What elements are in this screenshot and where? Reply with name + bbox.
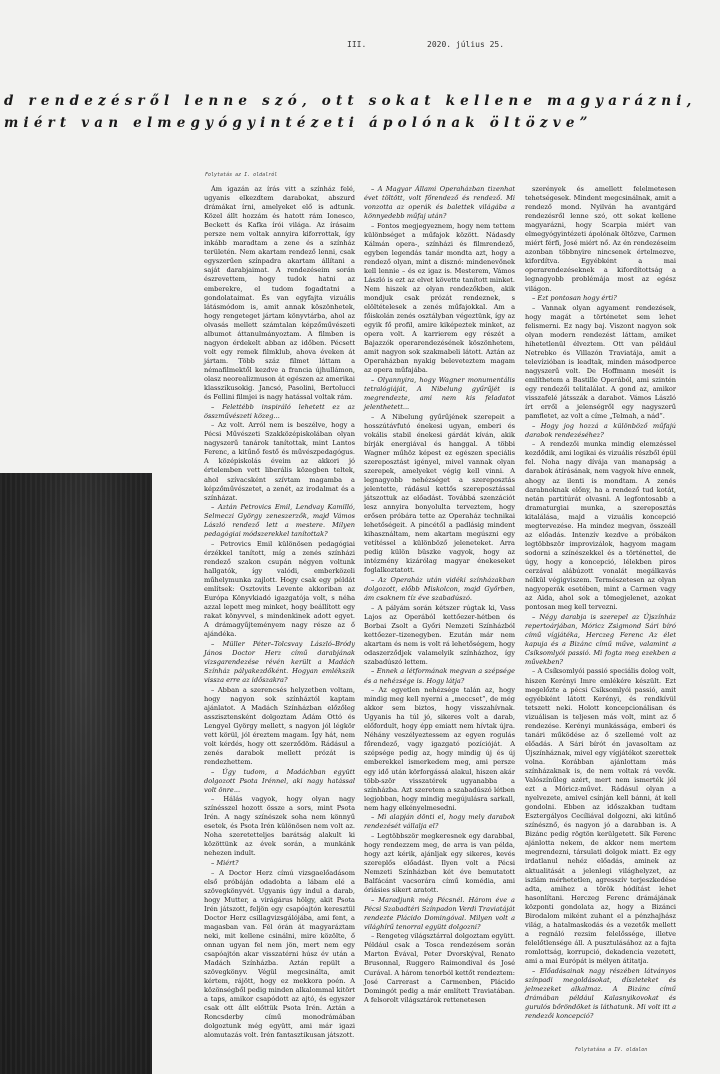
interview-answer: – A rendezői munka mindig elemzéssel kezdődik, ami logikai és vizuális részből épül fel. Noha nagy dívája van manapság a darabok átírásának, nem vagyok híve ennek, ahogy az ilenti is mondtam. A zenés darabnoknak előny, ha a rendező tud kotát, netán partitúrát olvasni. A legfontosabb a dramaturgiai munka, a szereposztás kitalálása, majd a vizuális koncepció megtervezése. Ha mindez megvan, összeáll az előadás. Intenzív kezdve a próbákon legtöbbször improvizálok, hagyom magam sodorni a színészekkel és a történettel, de úgy, hogy a koncepció, lélekben piros cerzával alábúzott vonalát megálkavás nélkül végigviszem. Természetesen az olyan nagyoperák esetében, mint a Carmen vagy az Aida, ahol sok a tömegjelenet, azokat pontosan meg kell tervezni. bbox=[525, 440, 676, 612]
interview-question: – Négy darabja is szerepel az Újszínház repertoárjában, Móricz Zsigmond Sári bíró című vígjátéka, Herczeg Ferenc Az élet kapuja és a Bizánc című műve, valamint a Csíksomlyói passió. Mi fogta meg ezekben a művekben? bbox=[525, 612, 676, 666]
interview-answer: – A Doctor Herz címú vizsgaelőadásom első próbáján odadobta a lábam elé a szövegkönyvét. Ugyanis úgy indul a darab, hogy Mutter, a virágárus hölgy, akit Psota Irén játszott, feljön egy csapóajtón keresztül Doctor Herz csillagvizsgálójába, ami fent, a magasban van. Fél órán át magyaráztam neki, mit kellene csinálni, mire közölte, ő onnan ugyan fel nem jön, mert nem egy csapóajtón akar visszatérni húsz év után a Madách Színházba. Aztán repült a szövegkönyv. Végül megcsinálta, amit kértem, rájött, hogy ez mekkora poén. A közönségből pedig minden alkalommal kitört a taps, amikor csapódott az ajtó, és egyszer csak ott állt előttük Psota Irén. Aztán a Roncsderby című monodrámában dolgoztunk még együtt, ami már igazi alomutazás volt. Irén fantasztikusan játszott. bbox=[204, 868, 355, 1040]
interview-answer: Ám igazán az írás vitt a színház felé, ugyanis elkezdtem darabokat, abszurd drámákat írni, amelyeket elő is adtunk. Közel állt hozzám és hatott rám Ionesco, Beckett és Kafka írói világa. Az írásaim persze nem voltak annyira kiforrottak, így inkább maradtam a zene és a színház területén. Nem akartam rendező lenni, csak egyszerűen színpadra akartam állítani a saját darabjaimat. A rendezéseim során észrevettem, hogy tudok hatni az emberekre, el tudom fogadtatni a gondolataimat. És van egyfajta vizuális látásmódom is, amit annak köszönhetek, hogy rengeteget jártam könyvtárba, ahol az olvasás mellett számtalan képzőművészeti albumot áttanulmányoztam. A filmben is nagyon érdekelt abban az időben. Pécsett volt egy remek filmklub, ahova éveken át jártam. Több száz filmet láttam a némafilmektől kezdve a francia újhullámon, olasz neorealizmuson át egészen az amerikai klasszikusokig. Jancsó, Pasolini, Bertolucci és Fellini filmjei is nagy hatással voltak rám. bbox=[204, 185, 355, 402]
interview-question: – Úgy tudom, a Madáchban együtt dolgozott Psota Irénnel, aki nagy hatással volt önre... bbox=[204, 767, 355, 794]
interview-question: – Mi alapján dönti el, hogy mely darabok rendezését vállalja el? bbox=[364, 813, 515, 831]
interview-question: – Maradjunk még Pécsnél. Három éve a Pécsi Szabadtéri Színpadon Verdi Traviatáját rendezte Plácido Domingóval. Milyen volt a világhírű tenorral együtt dolgozni? bbox=[364, 895, 515, 931]
page-number: III. bbox=[347, 40, 367, 49]
interview-question: – Aztán Petrovics Emil, Lendvay Kamilló, Selmeczi György zeneszerzők, majd Vámos László rendező lett a mestere. Milyen pedagógiai módszerekkel tanítottak? bbox=[204, 503, 355, 539]
interview-answer: – Petrovics Emil különösen pedagógiai érzékkel tanított, míg a zenés színházi rendező szakon csupán négyen voltunk hallgatók, így valódi, emberközeli műhelymunka zajlott. Hogy csak egy példát említsek: Osztovits Levente akkoriban az Európa Könyvkiadó igazgatója volt, s néha azzal lepett meg minket, hogy beállított egy rakat könyvvel, s mindenkinek adott egyet. A drámagyűjteményem nagy része az ő ajándéka. bbox=[204, 539, 355, 639]
interview-answer: – Fontos megjegyeznem, hogy nem tettem különbséget a műfajok között. Nádasdy Kálmán opera-, színházi és filmrendező, egyben legendás tanár mondta azt, hogy a rendező olyan, mint a disznó: mindenevőnek kell lennie – és ez igaz is. Mesterem, Vámos László is ezt az elvet követte tanított minket. Nem hiszek az olyan rendezőkben, akik mondjuk csak prózát rendeznek, s elöltételesek a zenés műfajokkal. Am a főiskolán zenés osztályban végeztünk, így az egyik fő profil, amire kiképeztek minket, az opera volt. A karrierem egy részét a Bajazzók operarendezésének köszönhetem, amit nagyon sok szakmabeli látott. Aztán az Operaházban nyakig beleveteztem magam az opera műfajába. bbox=[364, 221, 515, 375]
interview-question: – Az Operaház után vidéki színházakban dolgozott, előbb Miskolcon, majd Győrben, ám csaknem tíz éve szabadúszó. bbox=[364, 576, 515, 603]
issue-date: 2020. július 25. bbox=[427, 40, 505, 49]
continued-to-note: Folytatása a IV. oldalon bbox=[575, 1047, 648, 1053]
article-photo bbox=[0, 473, 152, 1074]
interview-answer: – Az egyetlen nehézsége talán az, hogy mindig meg kell nyerni a „meccset”, de még akkor sem biztos, hogy visszahívnak. Ugyanis ha túl jó, sikeres volt a darab, előfordult, hogy épp emiatt nem hívtak újra. Néhány veszélyeztessem az egyen rogulás főrendező, vagy igazgató pozícióját. A szépsége pedig az, hogy mindig új és új emberekkel ismerkedem meg, ami persze egy idő után körforgássá alakul, hiszen akár több-ször visszatérek ugyanabba a színházba. Azt szeretem a szabadúszó létben legjobban, hogy mindig megújulásra sarkall, nem hagy elkényelmesedni. bbox=[364, 686, 515, 812]
interview-answer: – Vannak olyan agyament rendezések, hogy magát a történetet sem lehet felismerni. Ez nagy baj. Viszont nagyon sok olyan modern rendezést láttam, amiket hihetetlenül élveztem. Ott van például Netrebko és Villazón Traviatája, amit a televízióban is leadtak, minden másodperce nagyszerű volt. De Hoffmann meséit is említhetem a Bastille Operából, ami szintén egy rendezői telitalálat. A gond az, amikor visszafelé játsszák a darabot. Vámos László írt erről a jelenségről egy nagyszerű pamfletet, az volt a címe „Telmah, a nád”. bbox=[525, 303, 676, 421]
interview-answer: – Legtöbbször megkeresnek egy darabbal, hogy rendezzem meg, de arra is van példa, hogy azt kérik, ajánljak egy sikeres, kevés szereplős előadást. Ilyen volt a Pécsi Nemzeti Színházban két éve bemutatott Balfácánt vacsorára című komédia, ami óriásies sikert aratott. bbox=[364, 831, 515, 895]
interview-question: – Miért? bbox=[211, 858, 239, 867]
headline bbox=[4, 90, 716, 134]
interview-question: – Felettébb inspiráló lehetett ez az összművészeti közeg... bbox=[204, 402, 355, 420]
interview-question: – Müller Péter–Tolcsvay László–Bródy János Doctor Herz című darabjának vizsgarendezése révén került a Madách Színház pályakezdőként. Hogyan emlékszik vissza erre az időszakra? bbox=[204, 639, 355, 685]
interview-answer: – Hálás vagyok, hogy olyan nagy színésszel hozott össze a sors, mint Psota Irén. A nagy színészek soha nem könnyű esetek, és Psota Irén különösen nem volt az. Noha szeretetteljes barátság alakult ki közöttünk az évek során, a munkánk nehezen indult. bbox=[204, 795, 355, 858]
interview-question: – A Magyar Állami Operaházban tizenhat évet töltött, volt főrendező és rendező. Mi vonzotta az operák és balettek világába a könnyedebb műfaj után? bbox=[364, 185, 515, 221]
continued-from-note: Folytatás az I. oldalról bbox=[205, 172, 278, 178]
headline-line-1: d rendezésről lenne szó, ott sokat kellene magyarázni, bbox=[4, 93, 697, 109]
interview-question: – Olyannyira, hogy Wagner monumentális tetralógiáját, A Nibelung gyűrűjét is megrendezte, ami nem kis feladatot jelenthetett... bbox=[364, 375, 515, 412]
article-column-1 bbox=[204, 185, 355, 1040]
interview-answer: – Az volt. Arról nem is beszélve, hogy a Pécsi Művészeti Szakközépiskolában olyan nagyszerű tanárok tanítottak, mint Lantos Ferenc, a kitűnő festő és művészpedagógus. A középiskolás éveim az akkori jó értelemben vett liberális közegben teltek, ahol szívacsként szívtam magamba a képzőművészetet, a zenét, az irodalmat és a színházat. bbox=[204, 421, 355, 502]
interview-answer: szerények és amellett felelmetesen tehetségesek. Mindent megcsinálnak, amit a rendező mond. Nyilván ha avantgárd rendezésről lenne szó, ott sokat kellene magyarázni, hogy Scarpia miért van elmegyógyintézeti ápolónak öltözve, Carmen miért férfi, José miért nő. Az én rendezéseim azonban többnyire nincsenek értelmezve, kifordítva. Egyébként a mai operarendezéseknek a kifordítottság a legnagyobb problémája most az egész világon. bbox=[525, 185, 676, 293]
interview-question: – Ennek a létformának megvan a szépsége és a nehézsége is. Hogy látja? bbox=[364, 667, 515, 685]
interview-answer: – A Nibelung gyűrűjének szerepeit a hosszútávfutó énekesi ugyan, emberi és vokális stabil énekesi gárdát kíván, akik bírják energiával és hanggal. A többi Wagner műhöz képest ez egészen speciális szereposztást igényel, mivel vannak olyan szerepek, amelyeket végig kell vinni. A legnagyobb nehézséget a szereposztás jelentette, rádásul kettős szereposztással játszottuk az előadást. Továbbá szenzációt lesz annyira bonyolulta terveztem, hogy erősen próbára tette az Operaház technikai lehetőségeit. A pincétől a padlásig mindent kihasználtam, nem akartam megúszni egy vetítéssel a különböző jeleneteket. Arra pedig külön büszke vagyok, hogy az intézmény kizárólag magyar énekeseket foglalkoztatott. bbox=[364, 412, 515, 575]
article-column-3 bbox=[525, 185, 676, 1020]
interview-question: – Ezt pontosan hogy érti? bbox=[532, 294, 617, 303]
interview-question: – Hogy jog hozzá a különböző műfajú darabok rendezéséhez? bbox=[525, 421, 676, 439]
interview-answer: – Rengeteg világsztárral dolgoztam együtt. Például csak a Tosca rendezésem során Marton Évával, Peter Dvorskýval, Renato Brusonnal, Ruggero Raimondival és José Curával. A három tenorból kettőt rendeztem: José Carrerast a Carmenben, Plácido Domingót pedig a már említett Traviatában. A felsorolt világsztárok rettenetesen bbox=[364, 932, 515, 1004]
article-column-2 bbox=[364, 185, 515, 1040]
headline-line-2: miért van elmegyógyintézeti ápolónak öltözve” bbox=[4, 115, 593, 131]
interview-answer: – A Csíksomlyói passió speciális dolog volt, hiszen Kerényi Imre emlékére készült. Ezt megelőzte a pécsi Csíksomlyói passió, amit egyébként látott Kerényi, és rendkívül tetszett neki. Holott koncepcionálisan és vizuálisan is teljesen más volt, mint az ő rendezése. Kerényi munkássága, emberi és tanári működése az ő szellemé volt az előadás. A Sári bírót én javasoltam az Újszínháznak, mivel egy vígjátékot szerettek volna. Korábban ajánlottam más színházaknak is, de nem voltak rá vevők. Valószínűleg azért, mert nem ismerték jól ezt a Móricz-művet. Rádásul olyan a nyelvezete, amivel csínján kell bánni, át kell gondolni. Ebben az időszakban tudtam Esztergályos Cecíliával dolgozni, aki kitűnő színésznő, és nagyon jó a darabban is. A Bizánc pedig rögtön kerülgetett. Sík Ferenc ajánlotta nekem, de akkor nem mertem megrendezni, társulati dolgok miatt. Ez egy irdatlanul nehéz előadás, aminek az aktualitását a jelenlegi világhelyzet, az iszlám mérhetetlen, agresszív terjeszkedése adta, amihez a török hódítást lehet hasonlítani. Herczeg Ferenc drámájának központi gondolata az, hogy a Bizánci Birodalom miként zuhant el a pénzhajhász világ, a hatalmaskodás és a vezetők mellett a regnáló rezsim felelőssége, illetve felelőtlensége áll. A pusztulásához az a fajta romlottság, korrupció, dekadencia vezetett, ami a mai Európát is mélyen átitatja. bbox=[525, 667, 676, 965]
interview-answer: – Abban a szerencsés helyzetben voltam, hogy nagyon sok színháztól kaptam ajánlatot. A Madách Színházban előzőleg asszisztensként dolgoztam Ádám Ottó és Lengyel György mellett, s nagyon jól légkör vett körül, jól éreztem magam. Így hát, nem volt kérdés, hogy ott szerződöm. Rádásul a zenés darabok mellett prózát is rendezhettem. bbox=[204, 685, 355, 766]
interview-answer: – A pályám során kétszer rúgtak ki, Vass Lajos az Operából kettőezer-hétben és Borbai Zsolt a Győri Nemzeti Színházból kettőezer–tizenegyben. Ezután már nem akartam és nem is volt rá lehetőségem, hogy odaszerződjek valamelyik színházhoz, így szabadúszó lettem. bbox=[364, 603, 515, 666]
interview-question: – Előadásainak nagy részében látványos színpadi megoldásokat, díszleteket és jelmezeket alkalmaz. A Bizánc című drámában például Kalasnyikovokat és gurulós bőröndöket is láthatunk. Mi volt itt a rendezői koncepció? bbox=[525, 966, 676, 1020]
